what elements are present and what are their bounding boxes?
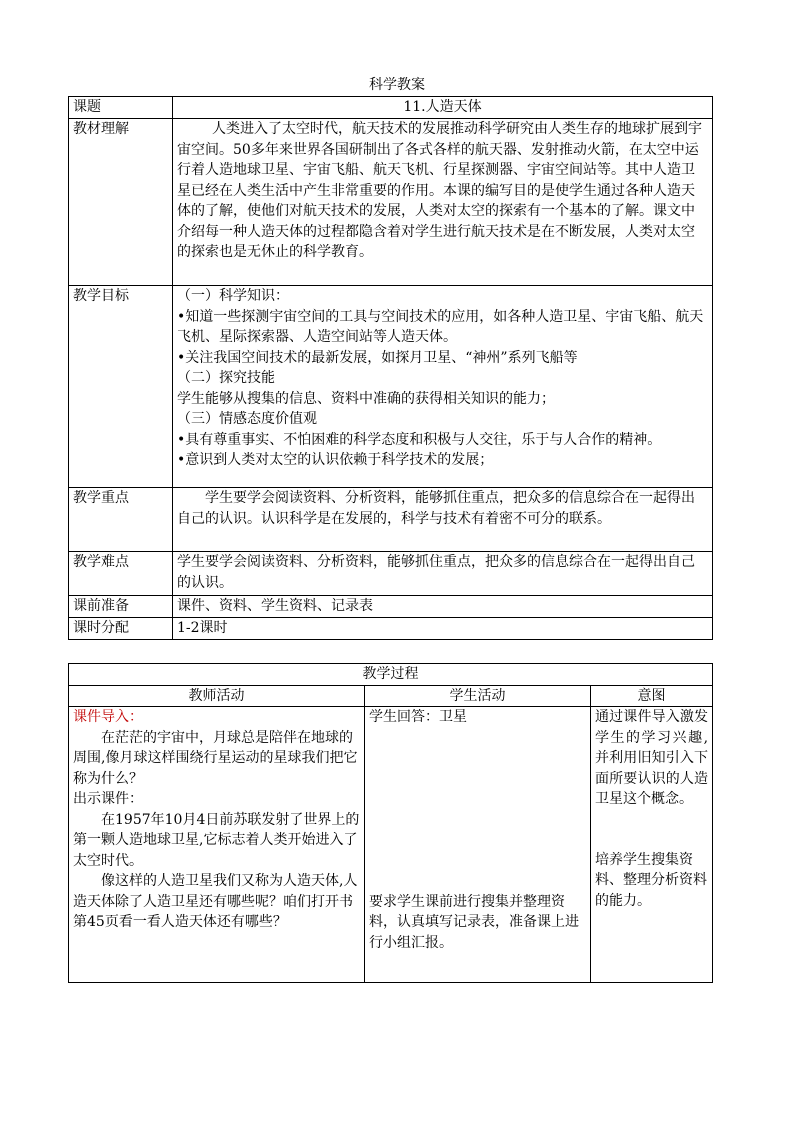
row-prep [69, 596, 713, 618]
goals-line: （三）情感态度价值观 [177, 411, 317, 427]
keypoint-paragraph: 学生要学会阅读资料、分析资料，能够抓住重点，把众多的信息综合在一起得出自己的认识。认识科学是在发展的，科学与技术有着密不可分的联系。 [177, 490, 695, 527]
col-student-header: 学生活动 [365, 685, 591, 707]
row-difficulty [69, 552, 713, 596]
teacher-paragraph: 像这样的人造卫星我们又称为人造天体,人造天体除了人造卫星还有哪些呢？咱们打开书第45页看一看人造天体还有哪些？ [73, 873, 358, 930]
goals-label: 教学目标 [69, 286, 173, 488]
goals-line: （一）科学知识： [177, 288, 289, 304]
understanding-text [173, 119, 713, 286]
keypoint-label: 教学重点 [69, 488, 173, 552]
difficulty-text: 学生要学会阅读资料、分析资料，能够抓住重点，把众多的信息综合在一起得出自己的认识。 [173, 552, 713, 596]
topic-value: 11.人造天体 [173, 97, 713, 119]
goals-line: •具有尊重事实、不怕困难的科学态度和积极与人交往，乐于与人合作的精神。 [177, 431, 662, 448]
col-intent-header: 意图 [591, 685, 713, 707]
goals-line: （二）探究技能 [177, 370, 275, 386]
hours-label: 课时分配 [69, 618, 173, 640]
understanding-label: 教材理解 [69, 119, 173, 286]
process-heading: 教学过程 [69, 664, 713, 686]
keypoint-text [173, 488, 713, 552]
goals-line: •知道一些探测宇宙空间的工具与空间技术的应用，如各种人造卫星、宇宙飞船、航天飞机、星际探索器、人造空间站等人造天体。 [177, 308, 704, 345]
goals-content [173, 286, 713, 488]
process-row [69, 707, 713, 983]
intro-label: 课件导入： [73, 709, 143, 725]
intent-text: 培养学生搜集资料、整理分析资料的能力。 [595, 851, 707, 909]
goals-line: •意识到人类对太空的认识依赖于科学技术的发展； [177, 452, 494, 468]
process-heading-row [69, 664, 713, 686]
goals-line: 学生能够从搜集的信息、资料中准确的获得相关知识的能力； [177, 390, 555, 407]
student-activity [365, 707, 591, 983]
process-header-row [69, 685, 713, 707]
student-task: 要求学生课前进行搜集并整理资料，认真填写记录表，准备课上进行小组汇报。 [369, 893, 579, 951]
row-topic [69, 97, 713, 119]
intent-text: 通过课件导入激发学生的学习兴趣,并利用旧知引入下面所要认识的人造卫星这个概念。 [595, 709, 709, 807]
prep-value: 课件、资料、学生资料、记录表 [173, 596, 713, 618]
teacher-activity [69, 707, 365, 983]
col-teacher-header: 教师活动 [69, 685, 365, 707]
hours-value: 1-2课时 [173, 618, 713, 640]
understanding-paragraph: 人类进入了太空时代，航天技术的发展推动科学研究由人类生存的地球扩展到宇宙空间。50多年来世界各国研制出了各式各样的航天器、发射推动火箭，在太空中运行着人造地球卫星、宇宙飞船、航天飞机、行星探测器、宇宙空间站等。其中人造卫星已经在人类生活中产生非常重要的作用。本课的编写目的是使学生通过各种人造天体的了解，使他们对航天技术的发展，人类对太空的探索有一个基本的了解。课文中介绍每一种人造天体的过程都隐含着对学生进行航天技术是在不断发展，人类对太空的探索也是无休止的科学教育。 [177, 121, 702, 260]
row-goals [69, 286, 713, 488]
page-title: 科学教案 [369, 77, 425, 93]
row-hours [69, 618, 713, 640]
row-keypoint [69, 488, 713, 552]
goals-line: •关注我国空间技术的最新发展，如探月卫星、“神州”系列飞船等 [177, 349, 578, 366]
prep-label: 课前准备 [69, 596, 173, 618]
show-slide-label: 出示课件： [73, 791, 143, 807]
row-understanding [69, 119, 713, 286]
process-table [68, 663, 713, 983]
teacher-paragraph: 在1957年10月4日前苏联发射了世界上的第一颗人造地球卫星,它标志着人类开始进入了太空时代。 [73, 811, 360, 869]
teacher-paragraph: 在茫茫的宇宙中，月球总是陪伴在地球的周围,像月球这样围绕行星运动的星球我们把它称为什么？ [73, 729, 358, 787]
intent [591, 707, 713, 983]
difficulty-label: 教学难点 [69, 552, 173, 596]
topic-label: 课题 [69, 97, 173, 119]
student-answer: 学生回答：卫星 [369, 709, 467, 725]
lesson-plan-table [68, 96, 713, 640]
